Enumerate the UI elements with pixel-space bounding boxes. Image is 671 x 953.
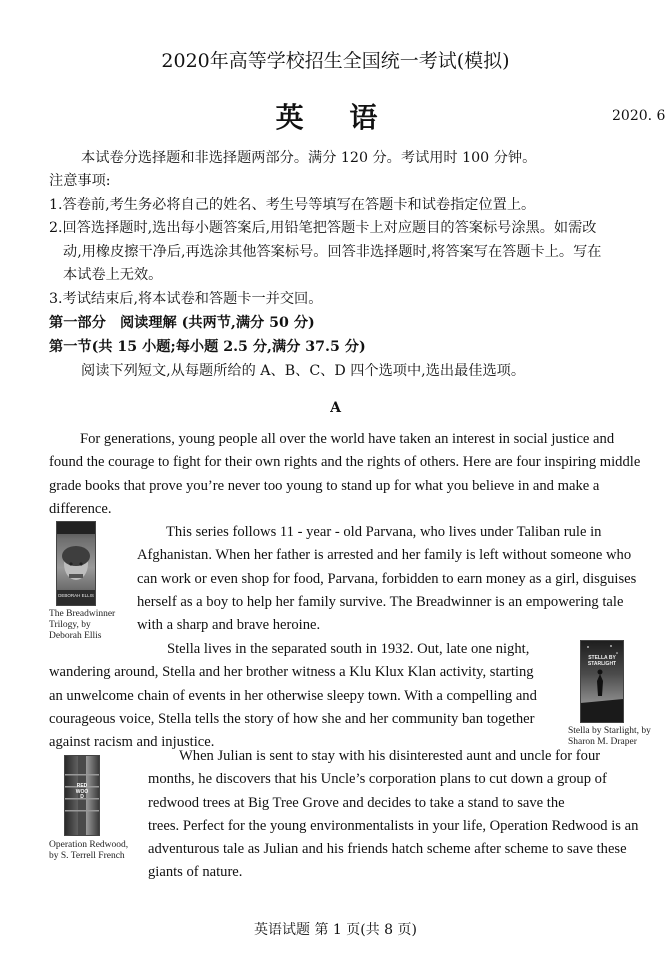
text-line: Afghanistan. When her father is arrested and her family is left without someone who [137, 547, 632, 564]
breadwinner-text [137, 521, 658, 637]
caption-line: Stella by Starlight, by [568, 726, 651, 736]
text-line: wandering around, Stella and her brother witness a Klu Klux Klan activity, starting [49, 664, 534, 681]
intro-line: For generations, young people all over the world have taken an interest in social justice and [80, 431, 615, 447]
text-line: When Julian is sent to stay with his disinterested aunt and uncle for four [179, 748, 601, 764]
stars-silhouette-icon [581, 641, 623, 722]
page-footer: 英语试题 第 1 页(共 8 页) [254, 922, 417, 938]
caption-line: Sharon M. Draper [568, 737, 637, 747]
intro-line: grade books that prove you’re never too young to stand up for what you believe in and make a [49, 477, 600, 494]
intro-line: found the courage to fight for their own rights and the rights of others. Here are four inspiring middle [49, 454, 641, 471]
section-instruction: 阅读下列短文,从每题所给的 A、B、C、D 四个选项中,选出最佳选项。 [81, 363, 526, 379]
redwood-cover-title: REDWOOD [75, 783, 89, 800]
text-line: trees. Perfect for the young environmentalists in your life, Operation Redwood is an [148, 817, 639, 834]
stella-cover-image [580, 640, 624, 723]
text-line: This series follows 11 - year - old Parvana, who lives under Taliban rule in [166, 524, 602, 540]
redwood-caption [49, 840, 128, 862]
text-line: months, he discovers that his Uncle’s corporation plans to cut down a group of [148, 771, 607, 788]
text-line: herself as a boy to help her family survive. The Breadwinner is an empowering tale [137, 593, 624, 610]
caption-line: The Breadwinner [49, 609, 116, 619]
part-1-heading: 第一部分 阅读理解 (共两节,满分 50 分) [49, 315, 315, 331]
breadwinner-cover-image [56, 521, 96, 606]
text-line: with a sharp and brave heroine. [137, 617, 321, 634]
exam-date: 2020. 6 [612, 108, 666, 124]
caption-line: Operation Redwood, [49, 840, 129, 850]
note-2-line-2: 动,用橡皮擦干净后,再选涂其他答案标号。回答非选择题时,将答案写在答题卡上。写在 [63, 244, 602, 260]
exam-description: 本试卷分选择题和非选择题两部分。满分 120 分。考试用时 100 分钟。 [81, 150, 537, 166]
exam-title: 2020年高等学校招生全国统一考试(模拟) [161, 50, 510, 72]
subject-title: 英 语 [275, 101, 396, 134]
text-line: Stella lives in the separated south in 1932. Out, late one night, [167, 641, 530, 657]
breadwinner-cover-author: DEBORAH ELLIS [58, 593, 94, 598]
stella-cover-title: STELLA BY STARLIGHT [587, 655, 617, 667]
caption-line: Trilogy, by [49, 620, 91, 630]
text-line: redwood trees at Big Tree Grove and decides to take a stand to save the [148, 794, 565, 811]
note-2-line-3: 本试卷上无效。 [63, 267, 163, 283]
note-2-line-1: 2.回答选择题时,选出每小题答案后,用铅笔把答题卡上对应题目的答案标号涂黑。如需改 [49, 220, 597, 236]
text-line: an unwelcome chain of events in her otherwise sleepy town. With a compelling and [49, 687, 537, 704]
note-3: 3.考试结束后,将本试卷和答题卡一并交回。 [49, 291, 323, 307]
notes-heading: 注意事项: [49, 173, 111, 189]
stella-text [49, 638, 559, 754]
passage-intro [49, 428, 658, 521]
section-1-heading: 第一节(共 15 小题;每小题 2.5 分,满分 37.5 分) [49, 339, 366, 355]
redwood-cover-image [64, 755, 100, 836]
intro-line: difference. [49, 500, 112, 517]
caption-line: by S. Terrell French [49, 851, 125, 861]
text-line: against racism and injustice. [49, 734, 215, 751]
text-line: courageous voice, Stella tells the story of how she and her community ban together [49, 710, 535, 727]
text-line: can work or even shop for food, Parvana, forbidden to earn money as a girl, disguises [137, 570, 637, 587]
note-1: 1.答卷前,考生务必将自己的姓名、考生号等填写在答题卡和试卷指定位置上。 [49, 197, 536, 213]
redwood-text [148, 745, 658, 885]
text-line: giants of nature. [148, 864, 243, 881]
caption-line: Deborah Ellis [49, 631, 102, 641]
passage-label: A [330, 400, 341, 416]
text-line: adventurous tale as Julian and his friends hatch scheme after scheme to save these [148, 841, 627, 858]
